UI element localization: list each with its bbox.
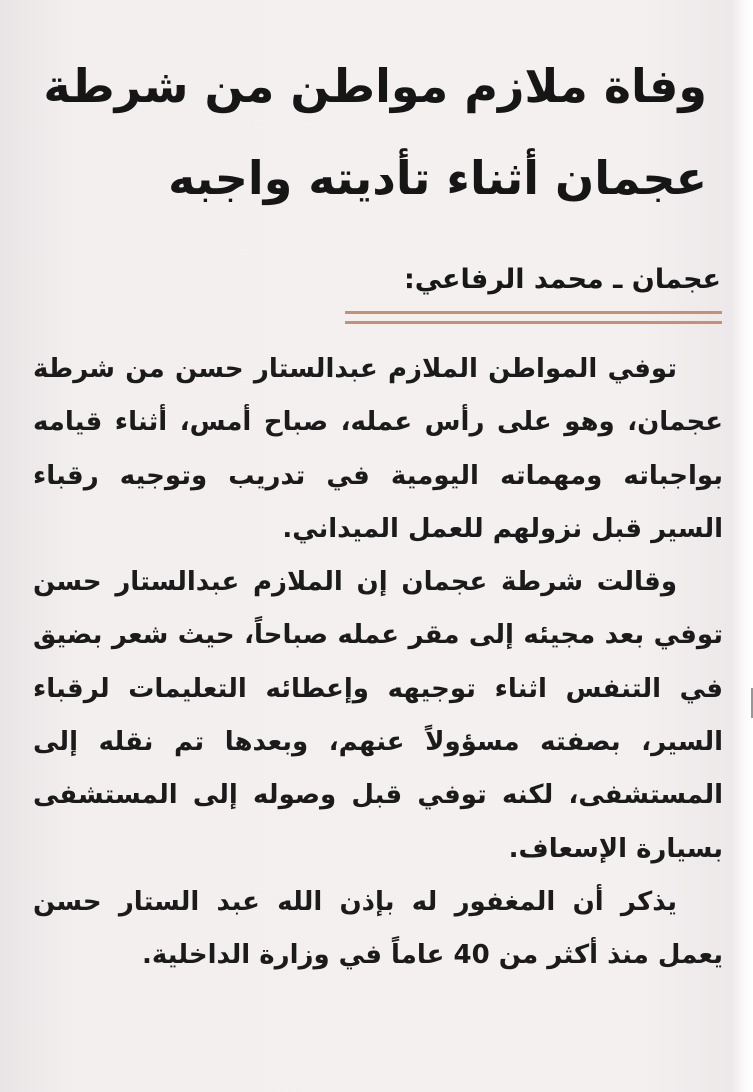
article-body — [33, 343, 723, 983]
byline-rule-bottom — [345, 321, 722, 324]
article-paragraph-1: توفي المواطن الملازم عبدالستار حسن من شرطة عجمان، وهو على رأس عمله، صباح أمس، أثناء قيامه بواجباته ومهماته اليومية في تدريب وتوجيه رقباء السير قبل نزولهم للعمل الميداني. — [33, 354, 723, 544]
paper-edge — [731, 0, 753, 1092]
article-paragraph-3: يذكر أن المغفور له بإذن الله عبد الستار حسن يعمل منذ أكثر من 40 عاماً في وزارة الداخلية. — [33, 886, 723, 971]
headline-line-2: عجمان أثناء تأديته واجبه — [168, 151, 707, 205]
byline-rule-top — [345, 311, 722, 314]
headline-line-1: وفاة ملازم مواطن من شرطة — [43, 59, 707, 113]
article-byline: عجمان ـ محمد الرفاعي: — [403, 264, 721, 295]
article-paragraph-2: وقالت شرطة عجمان إن الملازم عبدالستار حسن توفي بعد مجيئه إلى مقر عمله صباحاً، حيث شعر بضيق في التنفس اثناء توجيهه وإعطائه التعليمات لرقباء السير، بصفته مسؤولاً عنهم، وبعدها تم نقله إلى المستشفى، لكنه توفي قبل وصوله إلى المستشفى بسيارة الإسعاف. — [33, 567, 723, 864]
article-headline — [43, 40, 707, 224]
